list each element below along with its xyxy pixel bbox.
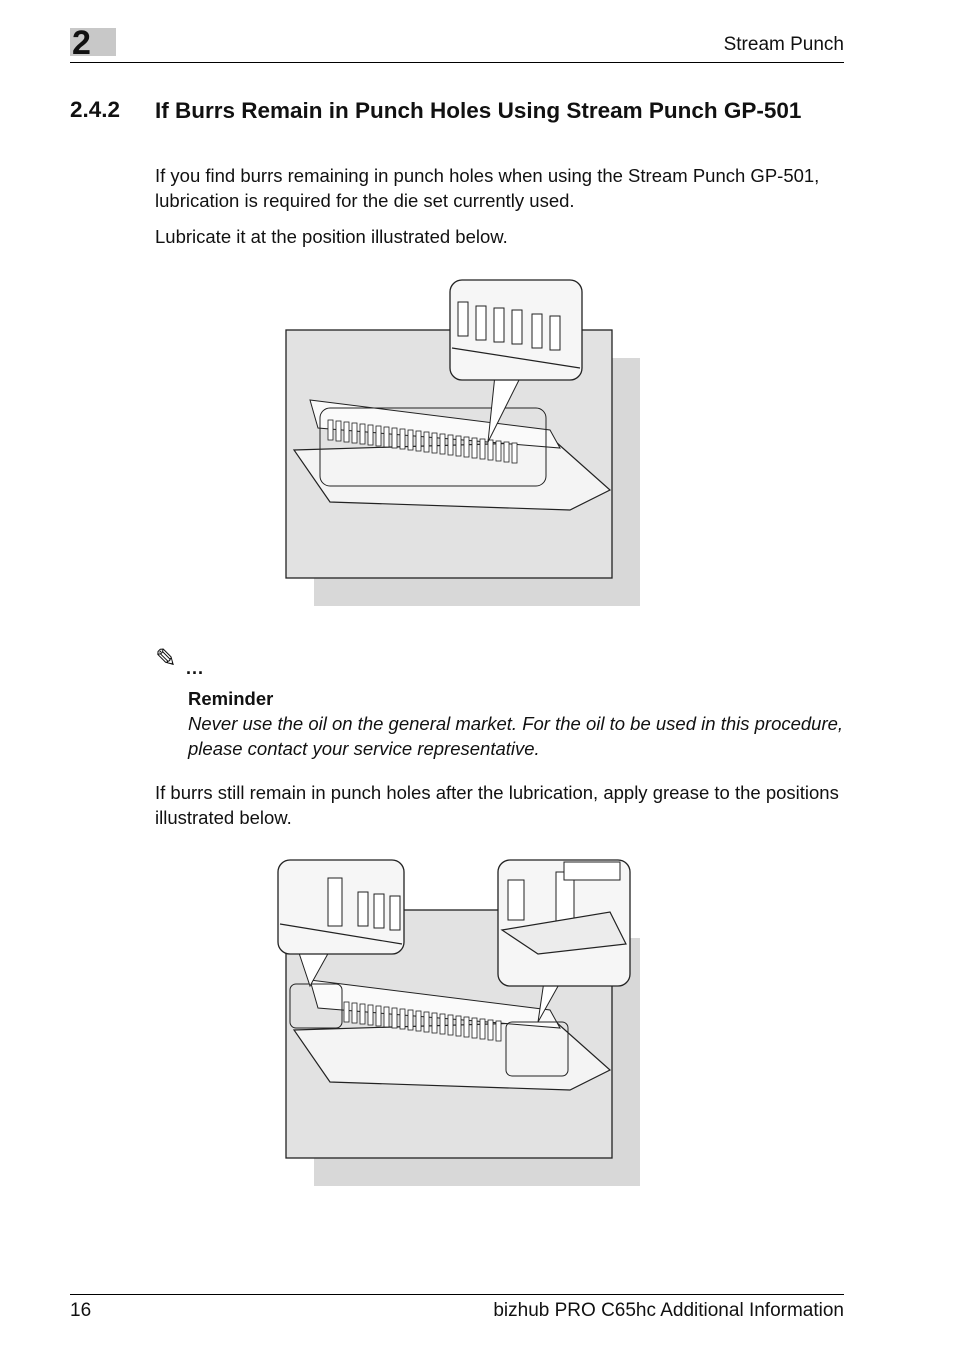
- pencil-icon: ✎: [155, 643, 177, 673]
- lubrication-position-illustration: [270, 270, 650, 615]
- reminder-heading: Reminder: [188, 688, 274, 709]
- page-number: 16: [70, 1300, 92, 1321]
- note-dots: ...: [186, 658, 205, 678]
- reminder-text: Never use the oil on the general market. For the oil to be used in this procedure, please contact your service representative.: [188, 713, 844, 759]
- chapter-number: 2: [72, 24, 91, 62]
- grease-position-illustration: [270, 850, 650, 1195]
- footer-document-title: bizhub PRO C65hc Additional Information: [493, 1300, 844, 1321]
- section-number: 2.4.2: [70, 97, 121, 122]
- intro-paragraph: If you find burrs remaining in punch holes when using the Stream Punch GP-501, lubrication is required for the die set currently used.: [155, 165, 820, 211]
- footer-divider: [70, 1294, 844, 1295]
- section-title: If Burrs Remain in Punch Holes Using Stream Punch GP-501: [155, 98, 802, 123]
- lubricate-instruction: Lubricate it at the position illustrated below.: [155, 226, 508, 247]
- grease-instruction: If burrs still remain in punch holes after the lubrication, apply grease to the positions illustrated below.: [155, 782, 839, 828]
- header-divider: [70, 62, 844, 63]
- running-header-title: Stream Punch: [723, 34, 844, 55]
